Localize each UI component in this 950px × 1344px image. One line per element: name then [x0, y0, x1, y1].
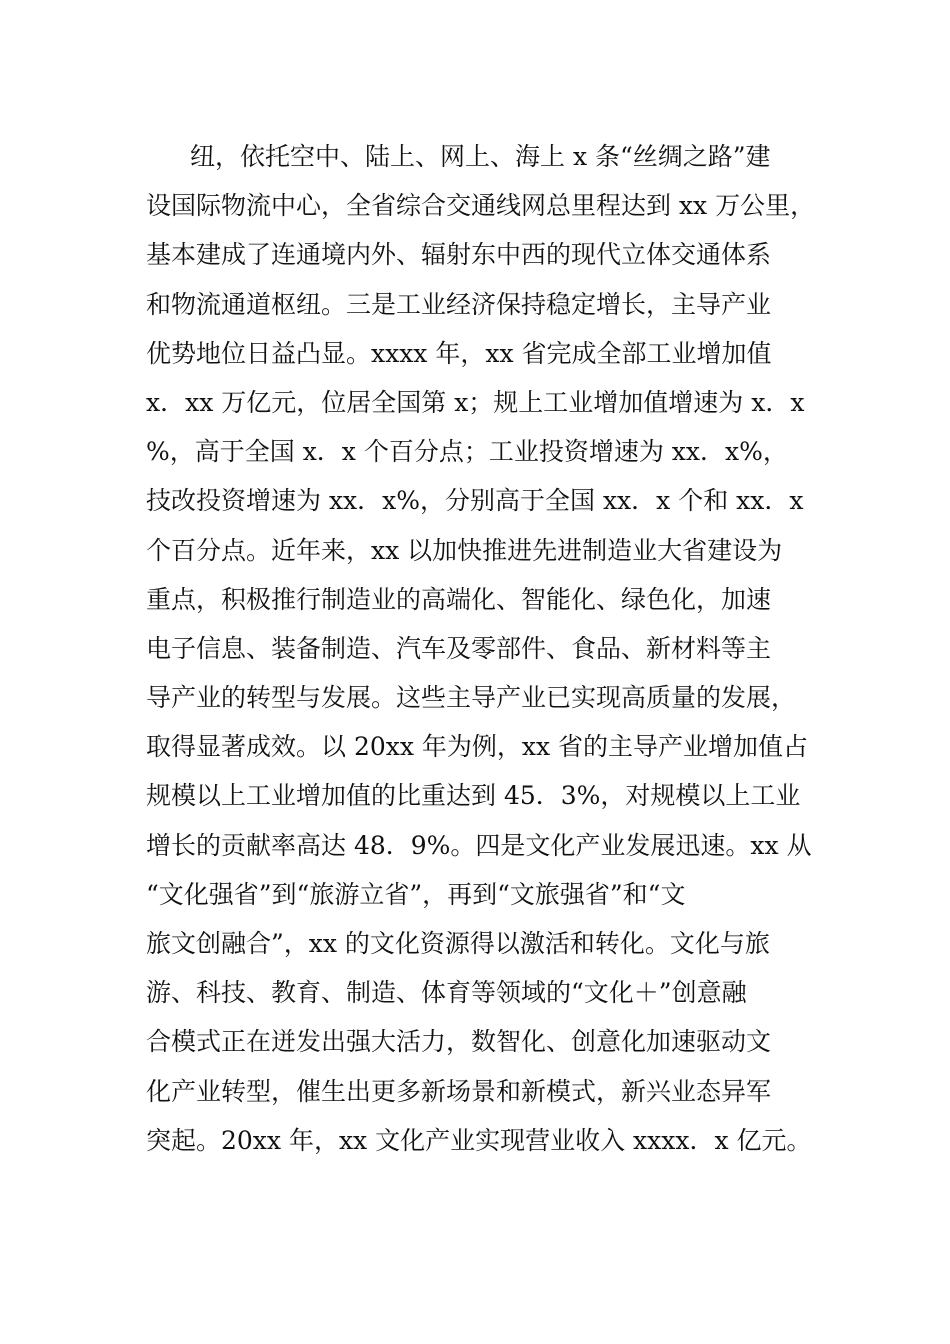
text-line: 设国际物流中心，全省综合交通线网总里程达到 xx 万公里，: [146, 191, 816, 221]
text-line: 取得显著成效。以 20xx 年为例，xx 省的主导产业增加值占: [146, 732, 809, 762]
text-line: 化产业转型，催生出更多新场景和新模式，新兴业态异军: [146, 1076, 772, 1106]
text-line: 纽，依托空中、陆上、网上、海上 x 条“丝绸之路”建: [190, 142, 771, 171]
text-line: %，高于全国 x．x 个百分点；工业投资增速为 xx．x%，: [146, 437, 788, 467]
text-line: 和物流通道枢纽。三是工业经济保持稳定增长，主导产业: [146, 289, 772, 319]
text-line: 增长的贡献率高达 48．9%。四是文化产业发展迅速。xx 从: [146, 830, 812, 860]
text-line: 规模以上工业增加值的比重达到 45．3%，对规模以上工业: [146, 781, 801, 811]
text-line: 突起。20xx 年，xx 文化产业实现营业收入 xxxx．x 亿元。: [146, 1125, 812, 1155]
text-line: 游、科技、教育、制造、体育等领域的“文化＋”创意融: [146, 978, 747, 1008]
text-line: 电子信息、装备制造、汽车及零部件、食品、新材料等主: [146, 633, 772, 663]
text-line: 优势地位日益凸显。xxxx 年，xx 省完成全部工业增加值: [146, 338, 772, 368]
text-line: 基本建成了连通境内外、辐射东中西的现代立体交通体系: [146, 240, 772, 270]
text-line: 导产业的转型与发展。这些主导产业已实现高质量的发展，: [146, 683, 797, 713]
text-line: 技改投资增速为 xx．x%，分别高于全国 xx．x 个和 xx．x: [146, 486, 804, 516]
text-line: x．xx 万亿元，位居全国第 x；规上工业增加值增速为 x．x: [146, 387, 805, 417]
text-line: 合模式正在迸发出强大活力，数智化、创意化加速驱动文: [146, 1027, 772, 1057]
body-paragraph: [146, 132, 826, 1165]
text-line: “文化强省”到“旅游立省”，再到“文旅强省”和“文: [146, 879, 686, 909]
text-line: 个百分点。近年来，xx 以加快推进先进制造业大省建设为: [146, 535, 783, 565]
text-line: 旅文创融合”，xx 的文化资源得以激活和转化。文化与旅: [146, 929, 770, 958]
text-line: 重点，积极推行制造业的高端化、智能化、绿色化，加速: [146, 584, 772, 614]
